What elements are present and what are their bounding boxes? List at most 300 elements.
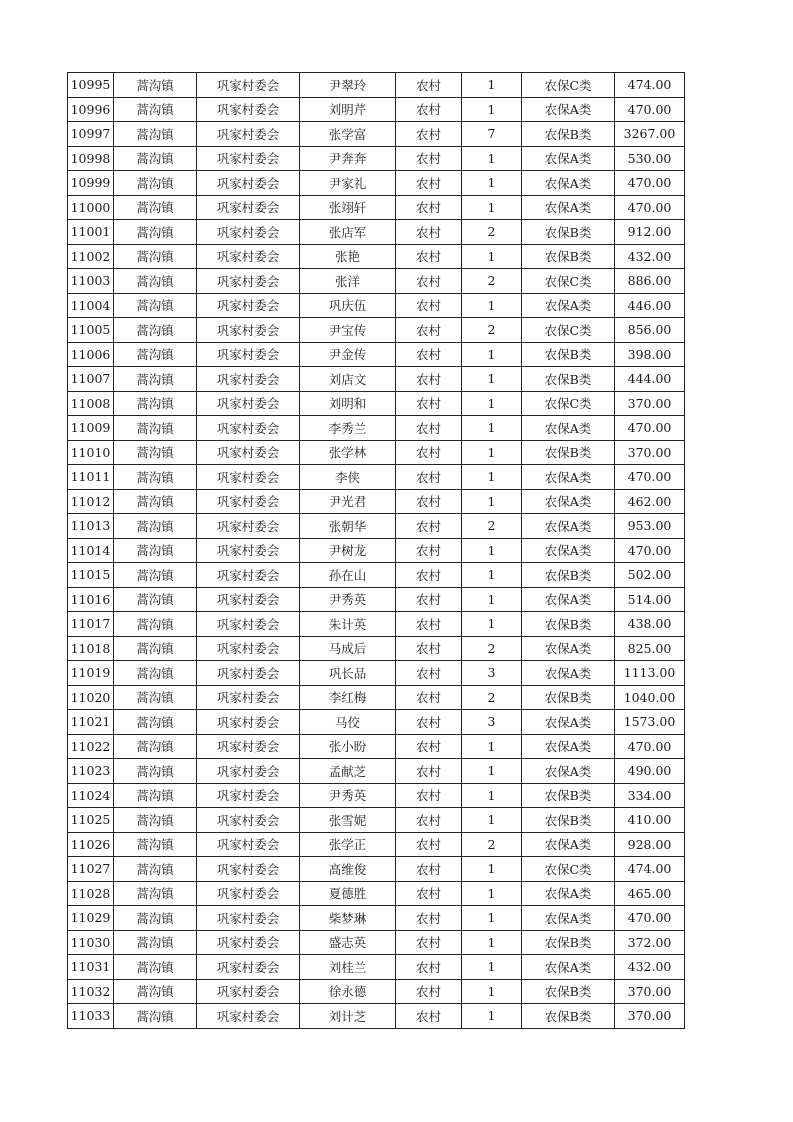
cell-area-type: 农村 — [396, 146, 462, 171]
cell-village-committee: 巩家村委会 — [197, 489, 300, 514]
cell-insurance-category: 农保B类 — [522, 979, 615, 1004]
cell-town: 蒿沟镇 — [114, 367, 197, 392]
cell-name: 徐永德 — [300, 979, 396, 1004]
table-row — [68, 342, 685, 367]
cell-town: 蒿沟镇 — [114, 391, 197, 416]
table-row — [68, 538, 685, 563]
cell-area-type: 农村 — [396, 367, 462, 392]
cell-amount: 444.00 — [615, 367, 685, 392]
cell-area-type: 农村 — [396, 587, 462, 612]
cell-village-committee: 巩家村委会 — [197, 244, 300, 269]
cell-name: 尹树龙 — [300, 538, 396, 563]
cell-amount: 432.00 — [615, 244, 685, 269]
cell-name: 张雪妮 — [300, 808, 396, 833]
cell-name: 尹家礼 — [300, 171, 396, 196]
cell-insurance-category: 农保A类 — [522, 465, 615, 490]
cell-household-count: 2 — [462, 220, 522, 245]
cell-insurance-category: 农保C类 — [522, 318, 615, 343]
cell-area-type: 农村 — [396, 318, 462, 343]
cell-village-committee: 巩家村委会 — [197, 661, 300, 686]
cell-name: 李红梅 — [300, 685, 396, 710]
cell-insurance-category: 农保B类 — [522, 1004, 615, 1029]
cell-amount: 398.00 — [615, 342, 685, 367]
cell-household-count: 1 — [462, 440, 522, 465]
cell-household-count: 7 — [462, 122, 522, 147]
cell-household-count: 2 — [462, 685, 522, 710]
cell-insurance-category: 农保B类 — [522, 220, 615, 245]
cell-amount: 490.00 — [615, 759, 685, 784]
cell-area-type: 农村 — [396, 244, 462, 269]
cell-serial-number: 11024 — [68, 783, 114, 808]
cell-name: 巩长品 — [300, 661, 396, 686]
cell-household-count: 1 — [462, 563, 522, 588]
cell-name: 张朝华 — [300, 514, 396, 539]
table-row — [68, 367, 685, 392]
cell-insurance-category: 农保B类 — [522, 342, 615, 367]
cell-area-type: 农村 — [396, 930, 462, 955]
cell-town: 蒿沟镇 — [114, 440, 197, 465]
table-row — [68, 465, 685, 490]
cell-amount: 502.00 — [615, 563, 685, 588]
table-row — [68, 832, 685, 857]
cell-area-type: 农村 — [396, 857, 462, 882]
cell-name: 夏德胜 — [300, 881, 396, 906]
cell-village-committee: 巩家村委会 — [197, 538, 300, 563]
cell-name: 尹翠玲 — [300, 73, 396, 98]
cell-village-committee: 巩家村委会 — [197, 734, 300, 759]
cell-name: 李侠 — [300, 465, 396, 490]
cell-serial-number: 11019 — [68, 661, 114, 686]
cell-insurance-category: 农保A类 — [522, 710, 615, 735]
table-row — [68, 808, 685, 833]
cell-village-committee: 巩家村委会 — [197, 612, 300, 637]
cell-village-committee: 巩家村委会 — [197, 318, 300, 343]
cell-insurance-category: 农保A类 — [522, 97, 615, 122]
cell-town: 蒿沟镇 — [114, 538, 197, 563]
table-row — [68, 734, 685, 759]
cell-serial-number: 11021 — [68, 710, 114, 735]
cell-village-committee: 巩家村委会 — [197, 171, 300, 196]
cell-amount: 470.00 — [615, 538, 685, 563]
cell-insurance-category: 农保B类 — [522, 685, 615, 710]
cell-name: 尹宝传 — [300, 318, 396, 343]
cell-area-type: 农村 — [396, 514, 462, 539]
cell-area-type: 农村 — [396, 832, 462, 857]
cell-area-type: 农村 — [396, 489, 462, 514]
cell-insurance-category: 农保A类 — [522, 636, 615, 661]
cell-area-type: 农村 — [396, 538, 462, 563]
cell-insurance-category: 农保A类 — [522, 759, 615, 784]
cell-amount: 3267.00 — [615, 122, 685, 147]
cell-household-count: 2 — [462, 832, 522, 857]
cell-insurance-category: 农保C类 — [522, 73, 615, 98]
cell-household-count: 1 — [462, 73, 522, 98]
cell-household-count: 1 — [462, 881, 522, 906]
cell-village-committee: 巩家村委会 — [197, 342, 300, 367]
cell-area-type: 农村 — [396, 783, 462, 808]
table-row — [68, 906, 685, 931]
cell-serial-number: 10997 — [68, 122, 114, 147]
cell-serial-number: 11007 — [68, 367, 114, 392]
cell-area-type: 农村 — [396, 220, 462, 245]
cell-serial-number: 11005 — [68, 318, 114, 343]
cell-serial-number: 11015 — [68, 563, 114, 588]
cell-serial-number: 11008 — [68, 391, 114, 416]
cell-serial-number: 10999 — [68, 171, 114, 196]
cell-name: 尹光君 — [300, 489, 396, 514]
cell-amount: 370.00 — [615, 1004, 685, 1029]
cell-serial-number: 11025 — [68, 808, 114, 833]
cell-household-count: 1 — [462, 244, 522, 269]
cell-amount: 470.00 — [615, 734, 685, 759]
cell-village-committee: 巩家村委会 — [197, 220, 300, 245]
cell-household-count: 1 — [462, 906, 522, 931]
cell-serial-number: 11028 — [68, 881, 114, 906]
cell-village-committee: 巩家村委会 — [197, 122, 300, 147]
cell-village-committee: 巩家村委会 — [197, 906, 300, 931]
cell-town: 蒿沟镇 — [114, 906, 197, 931]
cell-household-count: 1 — [462, 808, 522, 833]
cell-serial-number: 11030 — [68, 930, 114, 955]
cell-area-type: 农村 — [396, 661, 462, 686]
cell-area-type: 农村 — [396, 563, 462, 588]
cell-insurance-category: 农保A类 — [522, 514, 615, 539]
cell-name: 张店军 — [300, 220, 396, 245]
cell-town: 蒿沟镇 — [114, 195, 197, 220]
table-row — [68, 1004, 685, 1029]
table-body — [68, 73, 685, 1029]
cell-area-type: 农村 — [396, 759, 462, 784]
table-row — [68, 636, 685, 661]
cell-serial-number: 11006 — [68, 342, 114, 367]
cell-insurance-category: 农保A类 — [522, 489, 615, 514]
cell-amount: 912.00 — [615, 220, 685, 245]
cell-area-type: 农村 — [396, 808, 462, 833]
table-row — [68, 440, 685, 465]
cell-town: 蒿沟镇 — [114, 832, 197, 857]
cell-household-count: 1 — [462, 1004, 522, 1029]
cell-serial-number: 11022 — [68, 734, 114, 759]
cell-amount: 1113.00 — [615, 661, 685, 686]
cell-insurance-category: 农保B类 — [522, 440, 615, 465]
cell-serial-number: 11013 — [68, 514, 114, 539]
cell-town: 蒿沟镇 — [114, 269, 197, 294]
cell-serial-number: 11032 — [68, 979, 114, 1004]
table-row — [68, 955, 685, 980]
cell-serial-number: 11009 — [68, 416, 114, 441]
cell-amount: 462.00 — [615, 489, 685, 514]
cell-village-committee: 巩家村委会 — [197, 269, 300, 294]
cell-household-count: 1 — [462, 367, 522, 392]
cell-village-committee: 巩家村委会 — [197, 636, 300, 661]
cell-town: 蒿沟镇 — [114, 1004, 197, 1029]
cell-serial-number: 11033 — [68, 1004, 114, 1029]
table-row — [68, 489, 685, 514]
cell-town: 蒿沟镇 — [114, 244, 197, 269]
cell-name: 尹金传 — [300, 342, 396, 367]
cell-name: 刘明芹 — [300, 97, 396, 122]
cell-household-count: 1 — [462, 416, 522, 441]
cell-area-type: 农村 — [396, 465, 462, 490]
cell-amount: 928.00 — [615, 832, 685, 857]
cell-area-type: 农村 — [396, 906, 462, 931]
cell-area-type: 农村 — [396, 734, 462, 759]
cell-town: 蒿沟镇 — [114, 710, 197, 735]
cell-serial-number: 11026 — [68, 832, 114, 857]
cell-household-count: 1 — [462, 734, 522, 759]
cell-town: 蒿沟镇 — [114, 416, 197, 441]
cell-name: 尹奔奔 — [300, 146, 396, 171]
table-row — [68, 783, 685, 808]
cell-serial-number: 11020 — [68, 685, 114, 710]
cell-name: 张小盼 — [300, 734, 396, 759]
cell-town: 蒿沟镇 — [114, 636, 197, 661]
table-row — [68, 171, 685, 196]
cell-town: 蒿沟镇 — [114, 122, 197, 147]
cell-town: 蒿沟镇 — [114, 808, 197, 833]
cell-household-count: 1 — [462, 783, 522, 808]
cell-town: 蒿沟镇 — [114, 220, 197, 245]
table-row — [68, 244, 685, 269]
cell-serial-number: 11014 — [68, 538, 114, 563]
cell-area-type: 农村 — [396, 342, 462, 367]
cell-town: 蒿沟镇 — [114, 171, 197, 196]
cell-village-committee: 巩家村委会 — [197, 808, 300, 833]
cell-serial-number: 10996 — [68, 97, 114, 122]
cell-insurance-category: 农保A类 — [522, 881, 615, 906]
cell-insurance-category: 农保A类 — [522, 416, 615, 441]
cell-name: 张学正 — [300, 832, 396, 857]
table-row — [68, 269, 685, 294]
cell-amount: 470.00 — [615, 416, 685, 441]
cell-name: 柴梦琳 — [300, 906, 396, 931]
cell-village-committee: 巩家村委会 — [197, 930, 300, 955]
cell-insurance-category: 农保A类 — [522, 661, 615, 686]
cell-area-type: 农村 — [396, 171, 462, 196]
cell-amount: 438.00 — [615, 612, 685, 637]
cell-area-type: 农村 — [396, 1004, 462, 1029]
cell-area-type: 农村 — [396, 881, 462, 906]
cell-village-committee: 巩家村委会 — [197, 783, 300, 808]
cell-name: 张洋 — [300, 269, 396, 294]
cell-household-count: 1 — [462, 489, 522, 514]
cell-insurance-category: 农保A类 — [522, 293, 615, 318]
cell-village-committee: 巩家村委会 — [197, 759, 300, 784]
cell-village-committee: 巩家村委会 — [197, 685, 300, 710]
cell-town: 蒿沟镇 — [114, 73, 197, 98]
cell-household-count: 1 — [462, 955, 522, 980]
cell-village-committee: 巩家村委会 — [197, 73, 300, 98]
cell-amount: 470.00 — [615, 171, 685, 196]
cell-area-type: 农村 — [396, 73, 462, 98]
cell-household-count: 1 — [462, 759, 522, 784]
cell-area-type: 农村 — [396, 612, 462, 637]
cell-town: 蒿沟镇 — [114, 881, 197, 906]
cell-amount: 514.00 — [615, 587, 685, 612]
cell-serial-number: 10995 — [68, 73, 114, 98]
cell-town: 蒿沟镇 — [114, 955, 197, 980]
table-row — [68, 857, 685, 882]
cell-village-committee: 巩家村委会 — [197, 955, 300, 980]
cell-area-type: 农村 — [396, 440, 462, 465]
cell-village-committee: 巩家村委会 — [197, 465, 300, 490]
table-row — [68, 514, 685, 539]
table-row — [68, 881, 685, 906]
table-row — [68, 73, 685, 98]
cell-household-count: 2 — [462, 514, 522, 539]
cell-amount: 953.00 — [615, 514, 685, 539]
table-row — [68, 220, 685, 245]
cell-serial-number: 11016 — [68, 587, 114, 612]
table-row — [68, 195, 685, 220]
table-row — [68, 759, 685, 784]
table-row — [68, 122, 685, 147]
table-row — [68, 97, 685, 122]
cell-household-count: 2 — [462, 636, 522, 661]
cell-area-type: 农村 — [396, 979, 462, 1004]
cell-household-count: 2 — [462, 318, 522, 343]
cell-household-count: 1 — [462, 342, 522, 367]
cell-insurance-category: 农保A类 — [522, 734, 615, 759]
cell-serial-number: 11029 — [68, 906, 114, 931]
cell-insurance-category: 农保B类 — [522, 563, 615, 588]
cell-area-type: 农村 — [396, 122, 462, 147]
cell-amount: 465.00 — [615, 881, 685, 906]
table-row — [68, 416, 685, 441]
cell-name: 尹秀英 — [300, 587, 396, 612]
cell-village-committee: 巩家村委会 — [197, 146, 300, 171]
cell-town: 蒿沟镇 — [114, 783, 197, 808]
cell-insurance-category: 农保A类 — [522, 146, 615, 171]
table-row — [68, 930, 685, 955]
cell-name: 孙在山 — [300, 563, 396, 588]
cell-amount: 446.00 — [615, 293, 685, 318]
cell-village-committee: 巩家村委会 — [197, 97, 300, 122]
table-row — [68, 563, 685, 588]
cell-insurance-category: 农保B类 — [522, 122, 615, 147]
cell-household-count: 1 — [462, 979, 522, 1004]
cell-village-committee: 巩家村委会 — [197, 587, 300, 612]
cell-amount: 856.00 — [615, 318, 685, 343]
cell-household-count: 1 — [462, 930, 522, 955]
cell-area-type: 农村 — [396, 97, 462, 122]
table-row — [68, 293, 685, 318]
cell-amount: 886.00 — [615, 269, 685, 294]
cell-serial-number: 10998 — [68, 146, 114, 171]
cell-town: 蒿沟镇 — [114, 661, 197, 686]
cell-village-committee: 巩家村委会 — [197, 440, 300, 465]
cell-amount: 474.00 — [615, 857, 685, 882]
cell-village-committee: 巩家村委会 — [197, 710, 300, 735]
cell-town: 蒿沟镇 — [114, 293, 197, 318]
cell-name: 张学林 — [300, 440, 396, 465]
cell-household-count: 3 — [462, 710, 522, 735]
table-row — [68, 685, 685, 710]
cell-name: 马成后 — [300, 636, 396, 661]
cell-serial-number: 11012 — [68, 489, 114, 514]
cell-name: 高维俊 — [300, 857, 396, 882]
cell-area-type: 农村 — [396, 636, 462, 661]
cell-amount: 1573.00 — [615, 710, 685, 735]
cell-town: 蒿沟镇 — [114, 979, 197, 1004]
cell-town: 蒿沟镇 — [114, 489, 197, 514]
table-row — [68, 391, 685, 416]
cell-village-committee: 巩家村委会 — [197, 367, 300, 392]
cell-serial-number: 11001 — [68, 220, 114, 245]
cell-amount: 470.00 — [615, 465, 685, 490]
cell-name: 刘计芝 — [300, 1004, 396, 1029]
cell-household-count: 2 — [462, 269, 522, 294]
cell-serial-number: 11018 — [68, 636, 114, 661]
table-row — [68, 661, 685, 686]
table-row — [68, 979, 685, 1004]
cell-town: 蒿沟镇 — [114, 857, 197, 882]
cell-town: 蒿沟镇 — [114, 587, 197, 612]
cell-town: 蒿沟镇 — [114, 514, 197, 539]
cell-insurance-category: 农保A类 — [522, 538, 615, 563]
cell-amount: 372.00 — [615, 930, 685, 955]
cell-village-committee: 巩家村委会 — [197, 881, 300, 906]
cell-insurance-category: 农保C类 — [522, 269, 615, 294]
cell-village-committee: 巩家村委会 — [197, 1004, 300, 1029]
cell-village-committee: 巩家村委会 — [197, 391, 300, 416]
cell-amount: 474.00 — [615, 73, 685, 98]
cell-household-count: 1 — [462, 612, 522, 637]
cell-serial-number: 11000 — [68, 195, 114, 220]
cell-village-committee: 巩家村委会 — [197, 416, 300, 441]
cell-amount: 825.00 — [615, 636, 685, 661]
cell-serial-number: 11031 — [68, 955, 114, 980]
beneficiary-table — [67, 72, 685, 1029]
cell-town: 蒿沟镇 — [114, 318, 197, 343]
cell-town: 蒿沟镇 — [114, 612, 197, 637]
cell-serial-number: 11011 — [68, 465, 114, 490]
cell-amount: 334.00 — [615, 783, 685, 808]
table-row — [68, 587, 685, 612]
cell-village-committee: 巩家村委会 — [197, 832, 300, 857]
cell-insurance-category: 农保B类 — [522, 783, 615, 808]
cell-area-type: 农村 — [396, 685, 462, 710]
cell-insurance-category: 农保A类 — [522, 587, 615, 612]
cell-amount: 470.00 — [615, 906, 685, 931]
cell-area-type: 农村 — [396, 293, 462, 318]
cell-insurance-category: 农保B类 — [522, 612, 615, 637]
cell-area-type: 农村 — [396, 195, 462, 220]
cell-household-count: 1 — [462, 195, 522, 220]
cell-amount: 1040.00 — [615, 685, 685, 710]
cell-household-count: 1 — [462, 587, 522, 612]
cell-insurance-category: 农保B类 — [522, 367, 615, 392]
cell-amount: 432.00 — [615, 955, 685, 980]
cell-insurance-category: 农保A类 — [522, 955, 615, 980]
cell-name: 张学富 — [300, 122, 396, 147]
cell-household-count: 1 — [462, 391, 522, 416]
cell-area-type: 农村 — [396, 416, 462, 441]
cell-name: 盛志英 — [300, 930, 396, 955]
cell-village-committee: 巩家村委会 — [197, 195, 300, 220]
table-row — [68, 318, 685, 343]
cell-household-count: 1 — [462, 171, 522, 196]
cell-area-type: 农村 — [396, 710, 462, 735]
cell-household-count: 1 — [462, 465, 522, 490]
cell-insurance-category: 农保A类 — [522, 832, 615, 857]
cell-village-committee: 巩家村委会 — [197, 979, 300, 1004]
cell-name: 张翊轩 — [300, 195, 396, 220]
cell-amount: 470.00 — [615, 195, 685, 220]
cell-amount: 370.00 — [615, 440, 685, 465]
cell-amount: 370.00 — [615, 391, 685, 416]
cell-insurance-category: 农保C类 — [522, 391, 615, 416]
